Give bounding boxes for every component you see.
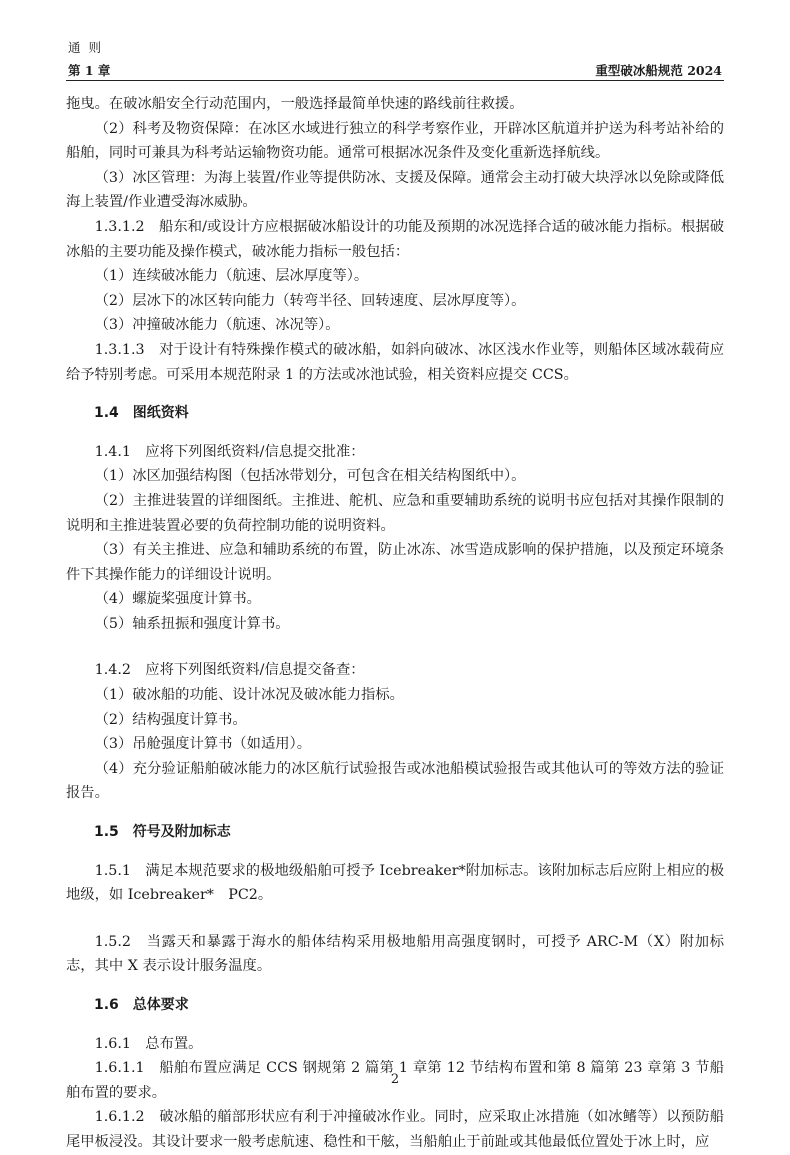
list-item: （3）冰区管理：为海上装置/作业等提供防冰、支援及保障。通常会主动打破大块浮冰以免除或降低海上装置/作业遭受海冰威胁。 xyxy=(66,169,724,211)
list-item: （3）有关主推进、应急和辅助系统的布置，防止冰冻、冰雪造成影响的保护措施，以及预定环境条件下其操作能力的详细设计说明。 xyxy=(66,542,724,583)
section-heading: 1.6 总体要求 xyxy=(94,997,189,1013)
clause-paragraph: 1.5.2 当露天和暴露于海水的船体结构采用极地船用高强度钢时，可授予 ARC-M（X）附加标志，其中 X 表示设计服务温度。 xyxy=(66,933,724,975)
list-item: （4）螺旋桨强度计算书。 xyxy=(94,591,261,608)
list-item: （2）科考及物资保障：在冰区水域进行独立的科学考察作业，开辟冰区航道并护送为科考站补给的船舶，同时可兼具为科考站运输物资功能。通常可根据冰况条件及变化重新选择航线。 xyxy=(66,120,724,162)
list-item: （1）破冰船的功能、设计冰况及破冰能力指标。 xyxy=(94,687,404,704)
clause-paragraph: 1.6.1.1 船舶布置应满足 CCS 钢规第 2 篇第 1 章第 12 节结构布置和第 8 篇第 23 章第 3 节船舶布置的要求。 xyxy=(66,1060,724,1101)
clause-paragraph: 1.4.2 应将下列图纸资料/信息提交备查： xyxy=(94,662,365,679)
list-item: （2）层冰下的冰区转向能力（转弯半径、回转速度、层冰厚度等）。 xyxy=(94,292,526,309)
list-item: （1）冰区加强结构图（包括冰带划分，可包含在相关结构图纸中）。 xyxy=(94,468,526,485)
section-heading: 1.4 图纸资料 xyxy=(94,405,189,422)
running-header-section: 通 则 xyxy=(68,40,103,55)
list-item: （2）结构强度计算书。 xyxy=(94,711,247,728)
list-item: （4）充分验证船舶破冰能力的冰区航行试验报告或冰池船模试验报告或其他认可的等效方法的验证报告。 xyxy=(66,760,724,802)
section-heading: 1.5 符号及附加标志 xyxy=(94,824,231,841)
document-body xyxy=(66,92,724,1155)
list-item: （3）冲撞破冰能力（航速、冰况等）。 xyxy=(94,317,340,334)
list-item: （2）主推进装置的详细图纸。主推进、舵机、应急和重要辅助系统的说明书应包括对其操作限制的说明和主推进装置必要的负荷控制功能的说明资料。 xyxy=(66,492,724,534)
list-item: （1）连续破冰能力（航速、层冰厚度等）。 xyxy=(94,268,369,285)
clause-paragraph: 1.5.1 满足本规范要求的极地级船舶可授予 Icebreaker*附加标志。该附加标志后应附上相应的极地级，如 Icebreaker* PC2。 xyxy=(66,862,724,904)
clause-paragraph: 1.4.1 应将下列图纸资料/信息提交批准： xyxy=(94,443,365,460)
list-item: （3）吊舱强度计算书（如适用）。 xyxy=(94,736,311,753)
header-rule xyxy=(66,80,724,81)
spacer xyxy=(66,908,724,930)
running-header-title: 重型破冰船规范 2024 xyxy=(595,63,722,78)
clause-paragraph: 1.3.1.3 对于设计有特殊操作模式的破冰船，如斜向破冰、冰区浅水作业等，则船体区域冰载荷应给予特别考虑。可采用本规范附录 1 的方法或冰池试验，相关资料应提交 CCS。 xyxy=(66,341,724,383)
clause-paragraph: 1.6.1.2 破冰船的艏部形状应有利于冲撞破冰作业。同时，应采取止冰措施（如冰鳍等）以预防船尾甲板浸没。其设计要求一般考虑航速、稳性和干舷，当船舶止于前趾或其他最低位置处于冰上时，应 xyxy=(66,1109,724,1150)
page-number: 2 xyxy=(390,1072,400,1087)
running-header-chapter: 第 1 章 xyxy=(68,63,111,78)
list-item: （5）轴系扭振和强度计算书。 xyxy=(94,615,290,632)
paragraph: 拖曳。在破冰船安全行动范围内，一般选择最简单快速的路线前往救援。 xyxy=(66,96,524,112)
clause-paragraph: 1.6.1 总布置。 xyxy=(94,1035,203,1052)
spacer xyxy=(66,636,724,658)
clause-paragraph: 1.3.1.2 船东和/或设计方应根据破冰船设计的功能及预期的冰况选择合适的破冰能力指标。根据破冰船的主要功能及操作模式，破冰能力指标一般包括： xyxy=(66,218,724,260)
